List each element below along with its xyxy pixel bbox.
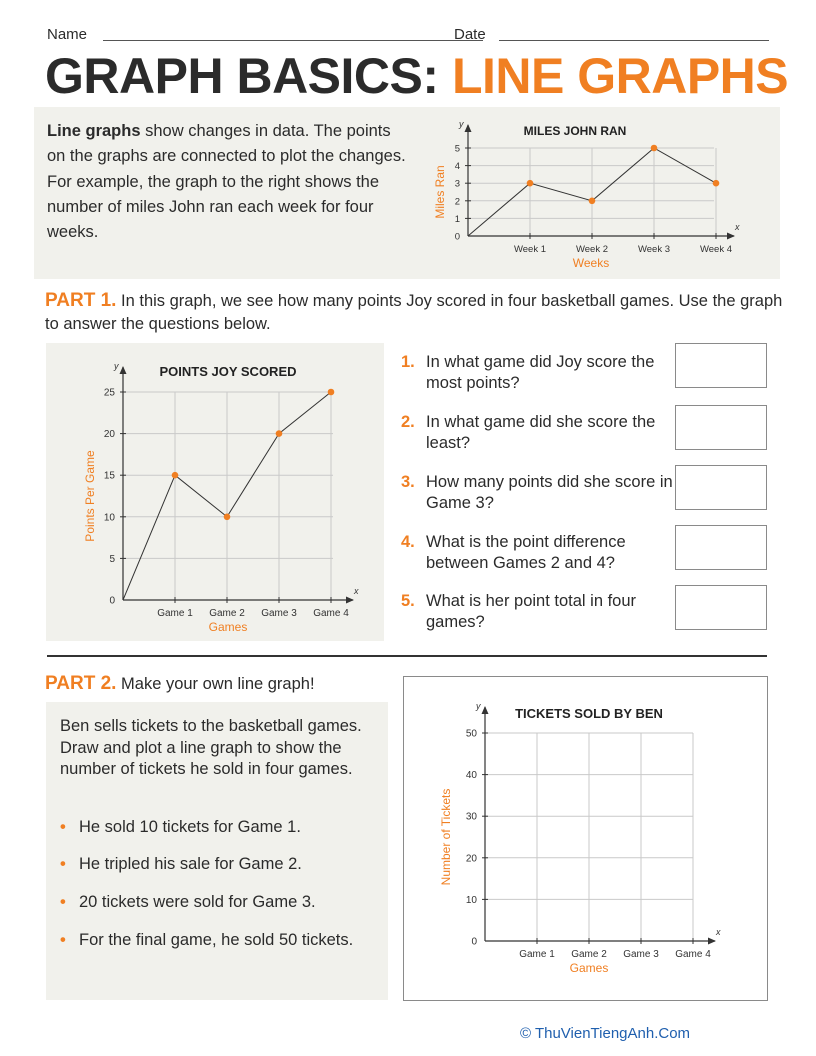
bullet-dot: • bbox=[60, 818, 66, 836]
date-label: Date bbox=[454, 26, 486, 43]
x-tick-label: Game 2 bbox=[209, 608, 245, 619]
bullet-text: He tripled his sale for Game 2. bbox=[79, 855, 302, 873]
y-tick-label: 50 bbox=[465, 728, 477, 740]
y-tick-label: 20 bbox=[103, 429, 115, 441]
data-point bbox=[651, 145, 658, 152]
x-axis-arrow bbox=[727, 233, 735, 240]
question-number: 3. bbox=[401, 473, 415, 491]
question-text: In what game did Joy score the most points? bbox=[426, 353, 655, 392]
chart-title: MILES JOHN RAN bbox=[523, 124, 627, 138]
part2-intro: Ben sells tickets to the basketball games. Draw and plot a line graph to show the number of tickets he sold in four games. bbox=[60, 717, 362, 778]
bullet-text: For the final game, he sold 50 tickets. bbox=[79, 931, 354, 949]
bullet-text: 20 tickets were sold for Game 3. bbox=[79, 893, 316, 911]
x-tick-label: Week 2 bbox=[575, 244, 609, 255]
page-title bbox=[45, 46, 788, 106]
question-number: 4. bbox=[401, 533, 415, 551]
section-divider bbox=[47, 655, 767, 657]
x-axis-letter: x bbox=[354, 586, 359, 596]
y-tick-label: 10 bbox=[103, 512, 115, 524]
question-text: What is her point total in four games? bbox=[426, 592, 637, 631]
question-text: In what game did she score the least? bbox=[426, 413, 656, 452]
x-axis-arrow bbox=[708, 938, 716, 945]
question-number: 5. bbox=[401, 592, 415, 610]
y-tick-label: 1 bbox=[454, 213, 460, 225]
intro-rest: show changes in data. The points on the graphs are connected to plot the changes. For example, the graph to the right shows the number of miles John ran each week for four weeks. bbox=[47, 122, 406, 242]
y-axis-label: Number of Tickets bbox=[439, 788, 453, 886]
data-point bbox=[713, 180, 720, 187]
x-tick-label: Game 4 bbox=[675, 949, 711, 960]
x-tick-label: Game 1 bbox=[519, 949, 555, 960]
intro-bold: Line graphs bbox=[47, 122, 141, 140]
name-field[interactable] bbox=[103, 40, 483, 41]
question-number: 1. bbox=[401, 353, 415, 371]
chart-tickets-sold-by-ben[interactable] bbox=[403, 676, 766, 999]
question-text: How many points did she score in Game 3? bbox=[426, 473, 673, 512]
part2-label: PART 2. bbox=[45, 673, 117, 694]
bullet-dot: • bbox=[60, 931, 66, 949]
y-tick-label: 2 bbox=[454, 196, 460, 208]
bullet-text: He sold 10 tickets for Game 1. bbox=[79, 818, 301, 836]
footer-copyright: © ThuVienTiengAnh.Com bbox=[520, 1025, 691, 1042]
data-point bbox=[527, 180, 534, 187]
y-tick-label: 0 bbox=[454, 231, 460, 243]
y-tick-label: 0 bbox=[471, 936, 477, 948]
part2-instructions bbox=[45, 672, 315, 696]
part2-text: Make your own line graph! bbox=[116, 675, 315, 693]
y-axis-label: Points Per Game bbox=[83, 450, 97, 542]
x-tick-label: Game 3 bbox=[623, 949, 659, 960]
answer-box-3[interactable] bbox=[675, 465, 767, 510]
data-point bbox=[172, 472, 179, 479]
name-date-row bbox=[47, 26, 769, 46]
x-axis-label: Games bbox=[208, 620, 248, 634]
chart-title: TICKETS SOLD BY BEN bbox=[515, 706, 663, 721]
y-tick-label: 5 bbox=[454, 143, 460, 155]
x-axis-label: Games bbox=[569, 961, 609, 975]
intro-text bbox=[47, 119, 407, 245]
bullet-dot: • bbox=[60, 893, 66, 911]
x-tick-label: Game 1 bbox=[157, 608, 193, 619]
x-axis-letter: x bbox=[716, 927, 721, 937]
x-tick-label: Game 2 bbox=[571, 949, 607, 960]
x-tick-label: Week 3 bbox=[637, 244, 671, 255]
data-point bbox=[224, 514, 231, 521]
chart-miles-john-ran bbox=[425, 115, 745, 275]
x-axis-letter: x bbox=[735, 222, 740, 232]
answer-box-4[interactable] bbox=[675, 525, 767, 570]
y-tick-label: 15 bbox=[103, 470, 115, 482]
y-tick-label: 0 bbox=[109, 595, 115, 607]
question-number: 2. bbox=[401, 413, 415, 431]
y-axis-letter: y bbox=[459, 119, 464, 129]
question-text: What is the point difference between Games 2 and 4? bbox=[426, 533, 626, 572]
y-tick-label: 3 bbox=[454, 178, 460, 190]
y-axis-arrow bbox=[465, 124, 472, 132]
data-point bbox=[328, 389, 335, 396]
y-tick-label: 4 bbox=[454, 161, 460, 173]
y-axis-letter: y bbox=[114, 361, 119, 371]
y-tick-label: 25 bbox=[103, 387, 115, 399]
y-tick-label: 40 bbox=[465, 770, 477, 782]
part1-instructions bbox=[45, 289, 785, 336]
x-tick-label: Week 4 bbox=[699, 244, 733, 255]
name-label: Name bbox=[47, 26, 88, 43]
x-axis-label: Weeks bbox=[572, 256, 610, 270]
y-axis-letter: y bbox=[476, 701, 481, 711]
y-tick-label: 5 bbox=[109, 553, 115, 565]
x-tick-label: Game 4 bbox=[313, 608, 349, 619]
answer-box-5[interactable] bbox=[675, 585, 767, 630]
data-point bbox=[276, 430, 283, 437]
y-axis-arrow bbox=[120, 366, 127, 374]
date-field[interactable] bbox=[499, 40, 769, 41]
x-tick-label: Game 3 bbox=[261, 608, 297, 619]
x-axis-arrow bbox=[346, 597, 354, 604]
y-tick-label: 10 bbox=[465, 894, 477, 906]
title-part2: LINE GRAPHS bbox=[451, 48, 789, 104]
answer-box-1[interactable] bbox=[675, 343, 767, 388]
x-tick-label: Week 1 bbox=[513, 244, 547, 255]
y-tick-label: 30 bbox=[465, 811, 477, 823]
y-tick-label: 20 bbox=[465, 853, 477, 865]
part1-label: PART 1. bbox=[45, 290, 117, 311]
chart-title: POINTS JOY SCORED bbox=[159, 364, 297, 379]
y-axis-arrow bbox=[482, 706, 489, 714]
title-part1: GRAPH BASICS: bbox=[45, 48, 439, 104]
chart-points-joy-scored bbox=[46, 343, 384, 641]
answer-box-2[interactable] bbox=[675, 405, 767, 450]
data-point bbox=[589, 198, 596, 205]
part1-text: In this graph, we see how many points Joy scored in four basketball games. Use the graph to answer the questions below. bbox=[45, 292, 783, 333]
y-axis-label: Miles Ran bbox=[433, 165, 447, 219]
bullet-dot: • bbox=[60, 855, 66, 873]
